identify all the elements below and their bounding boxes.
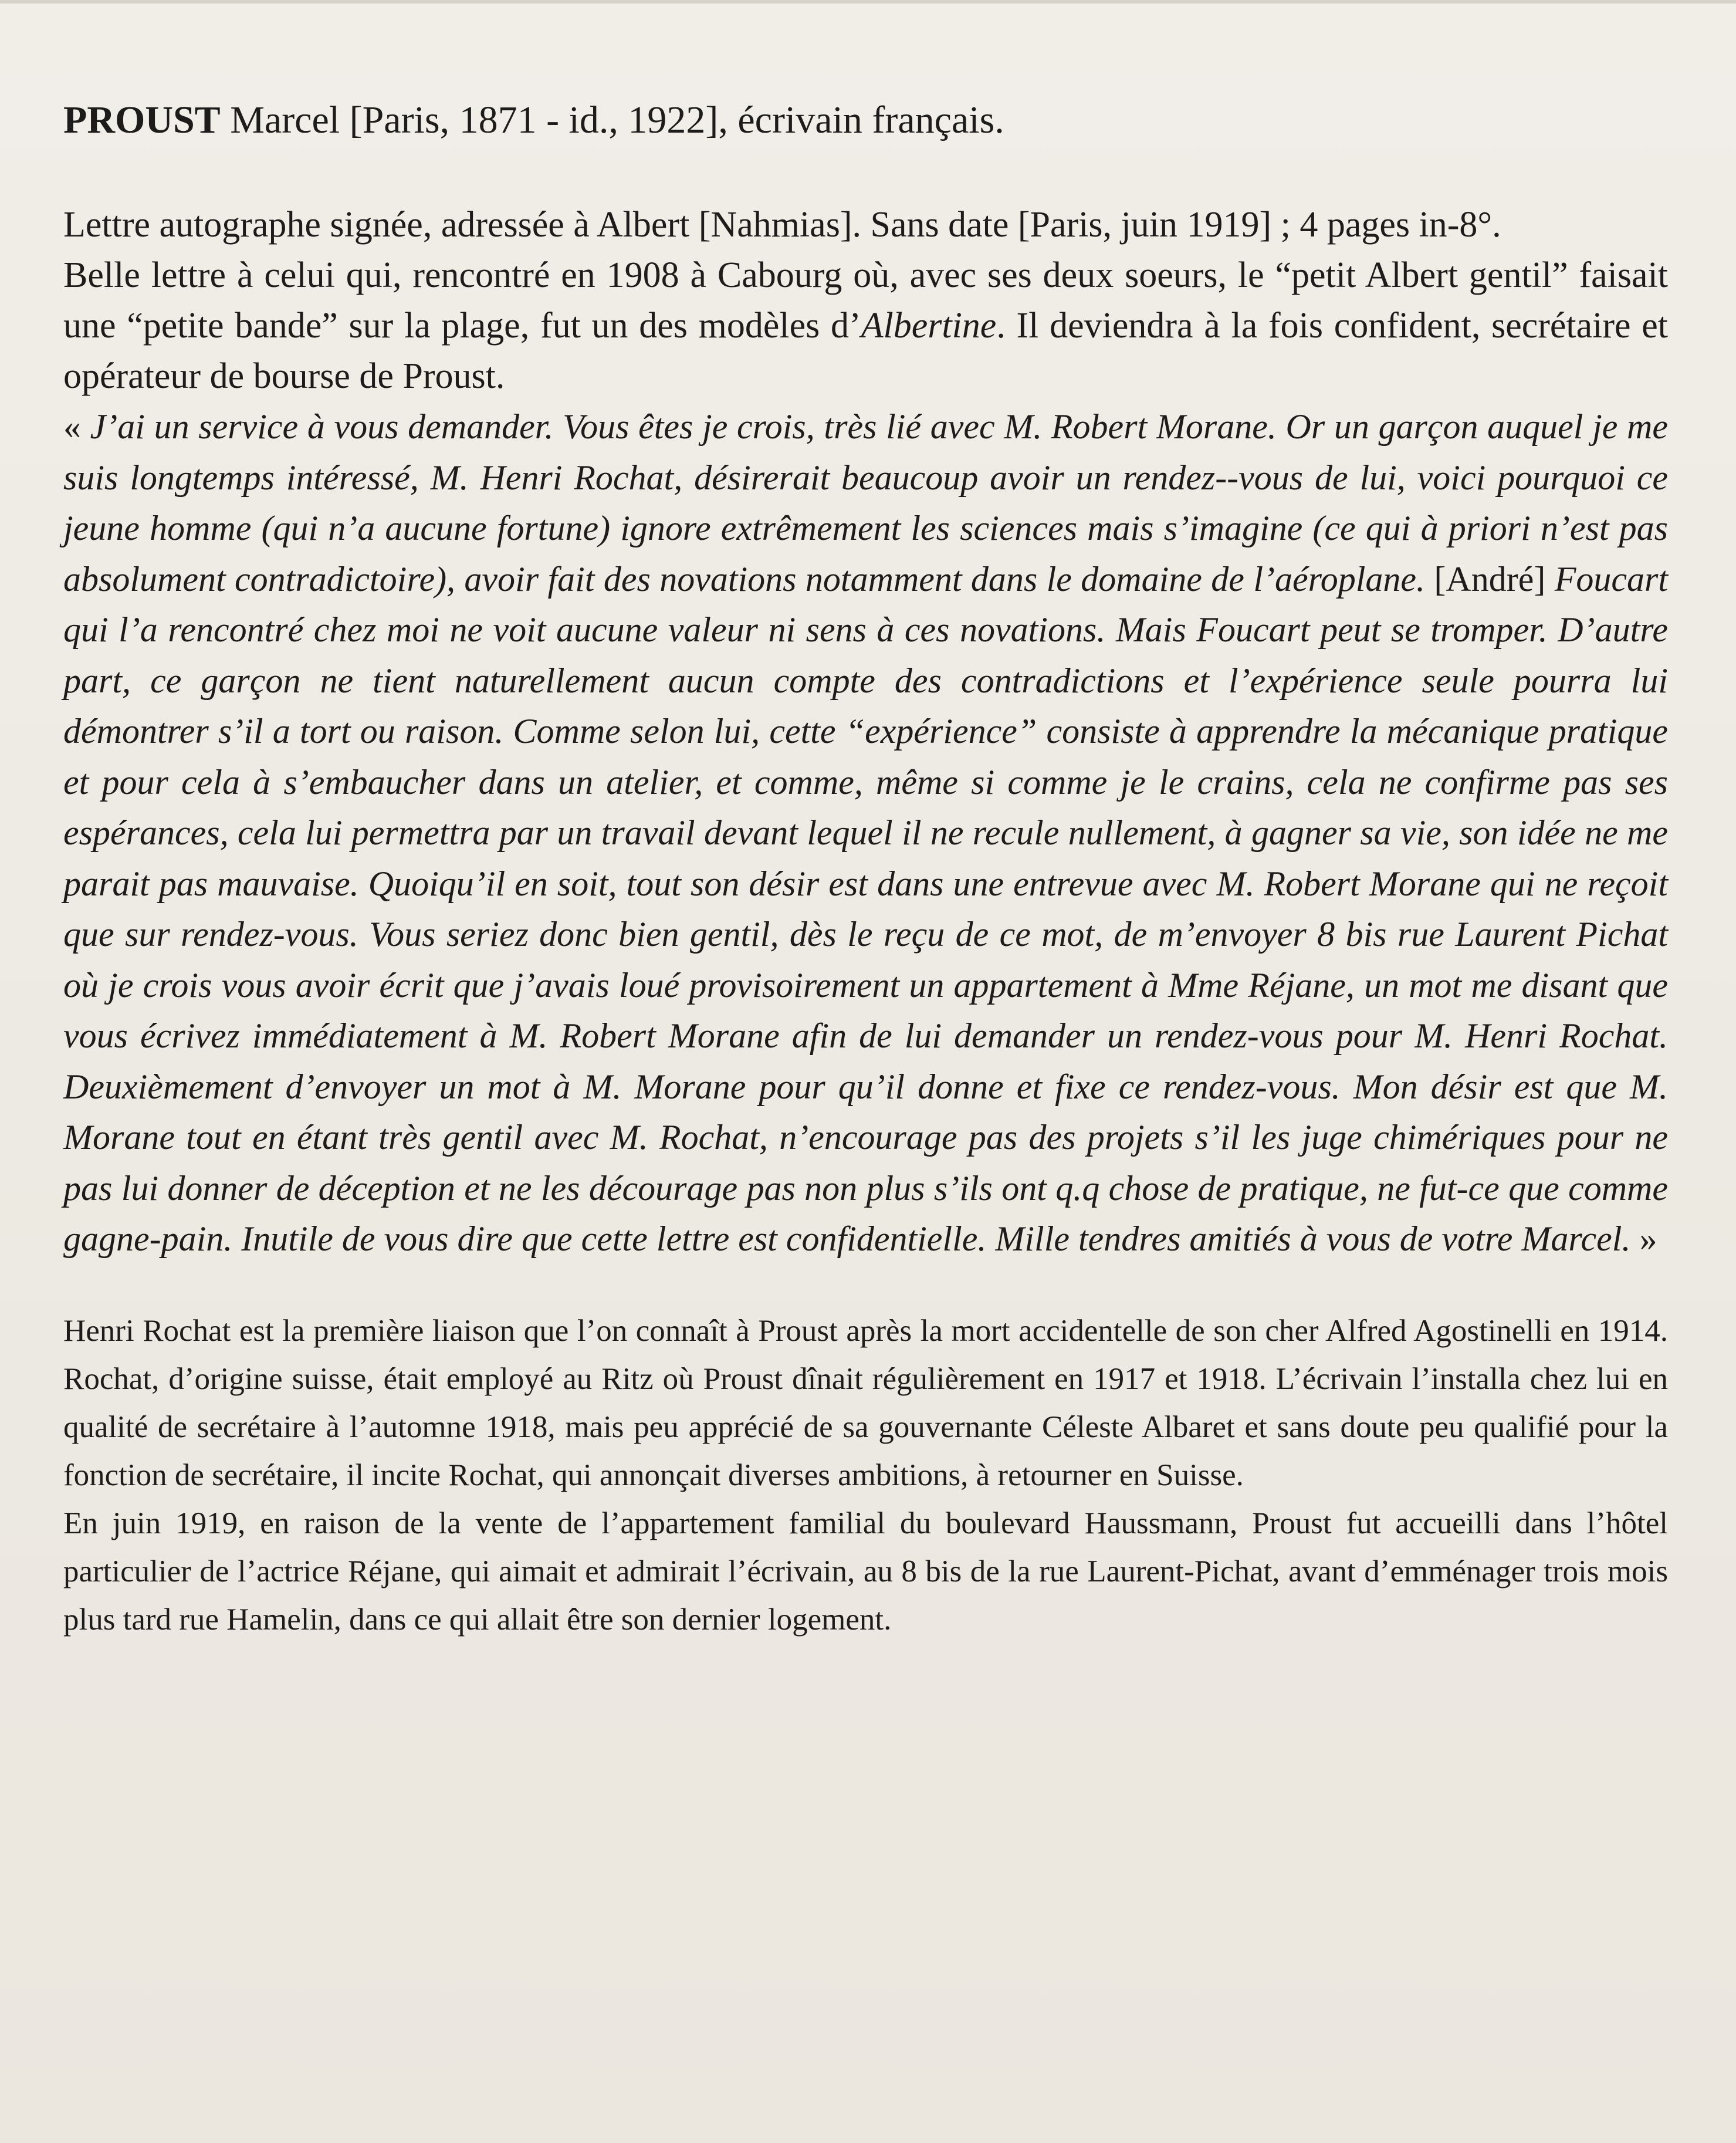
item-description [63, 200, 1668, 250]
historical-notes [63, 1307, 1668, 1644]
commentary-title: Albertine [861, 306, 997, 346]
author-details: Marcel [Paris, 1871 - id., 1922], écrivain français. [220, 99, 1004, 141]
quote-insert: [André] [1434, 559, 1546, 599]
top-edge [0, 0, 1736, 4]
quote-close: » [1630, 1219, 1657, 1258]
note-paragraph: En juin 1919, en raison de la vente de l’appartement familial du boulevard Haussmann, Proust fut accueilli dans l’hôtel particulier de l’actrice Réjane, qui aimait et admirait l’écrivain, au 8 bis de la rue Laurent-Pichat, avant d’emménager trois mois plus tard rue Hamelin, dans ce qui allait être son dernier logement. [63, 1506, 1668, 1637]
quote-open: « [63, 407, 90, 446]
letter-quote [63, 401, 1668, 1265]
author-name: PROUST [63, 99, 221, 141]
catalogue-entry [63, 94, 1668, 1644]
commentary-part-1: Belle lettre à celui qui, rencontré en 1908 à Cabourg où, avec ses deux soeurs, le “petit Albert gentil” faisait une “petite bande” sur la plage, fut un des modèles d’ [63, 255, 1668, 346]
note-paragraph: Henri Rochat est la première liaison que l’on connaît à Proust après la mort accidentelle de son cher Alfred Agostinelli en 1914. Rochat, d’origine suisse, était employé au Ritz où Proust dînait régulièrement en 1917 et 1918. L’écrivain l’installa chez lui en qualité de secrétaire à l’automne 1918, mais peu apprécié de sa gouvernante Céleste Albaret et sans doute peu qualifié pour la fonction de secrétaire, il incite Rochat, qui annonçait diverses ambitions, à retourner en Suisse. [63, 1313, 1668, 1492]
quote-part-2: Foucart qui l’a rencontré chez moi ne voit aucune valeur ni sens à ces novations. Mais Foucart peut se tromper. D’autre part, ce garçon ne tient naturellement aucun compte des contradictions et l’expérience seule pourra lui démontrer s’il a tort ou raison. Comme selon lui, cette “expérience” consiste à apprendre la mécanique pratique et pour cela à s’embaucher dans un atelier, et comme, même si comme je le crains, cela ne confirme pas ses espérances, cela lui permettra par un travail devant lequel il ne recule nullement, à gagner sa vie, son idée ne me parait pas mauvaise. Quoiqu’il en soit, tout son désir est dans une entrevue avec M. Robert Morane qui ne reçoit que sur rendez-vous. Vous seriez donc bien gentil, dès le reçu de ce mot, de m’envoyer 8 bis rue Laurent Pichat où je crois vous avoir écrit que j’avais loué provisoirement un appartement à Mme Réjane, un mot me disant que vous écrivez immédiatement à M. Robert Morane afin de lui demander un rendez-vous pour M. Henri Rochat. Deuxièmement d’envoyer un mot à M. Morane pour qu’il donne et fixe ce rendez-vous. Mon désir est que M. Morane tout en étant très gentil avec M. Rochat, n’encourage pas des projets s’il les juge chimériques pour ne pas lui donner de déception et ne les décourage pas non plus s’ils ont q.q chose de pratique, ne fut-ce que comme gagne-pain. Inutile de vous dire que cette lettre est confidentielle. Mille tendres amitiés à vous de votre Marcel. [63, 559, 1668, 1258]
quote-part-1: J’ai un service à vous demander. Vous êtes je crois, très lié avec M. Robert Morane. Or un garçon auquel je me suis longtemps intéressé, M. Henri Rochat, désirerait beaucoup avoir un rendez--vous de lui, voici pourquoi ce jeune homme (qui n’a aucune fortune) ignore extrêmement les sciences mais s’imagine (ce qui à priori n’est pas absolument contradictoire), avoir fait des novations notamment dans le domaine de l’aéroplane. [63, 407, 1669, 599]
item-commentary [63, 250, 1668, 401]
commentary-part-2: . Il deviendra à la fois confident, secrétaire et opérateur de bourse de Proust. [63, 306, 1668, 396]
item-line-1: Lettre autographe signée, adressée à Albert [Nahmias]. Sans date [Paris, juin 1919] ; 4 pages in-8°. [63, 205, 1501, 245]
entry-heading [63, 94, 1668, 147]
